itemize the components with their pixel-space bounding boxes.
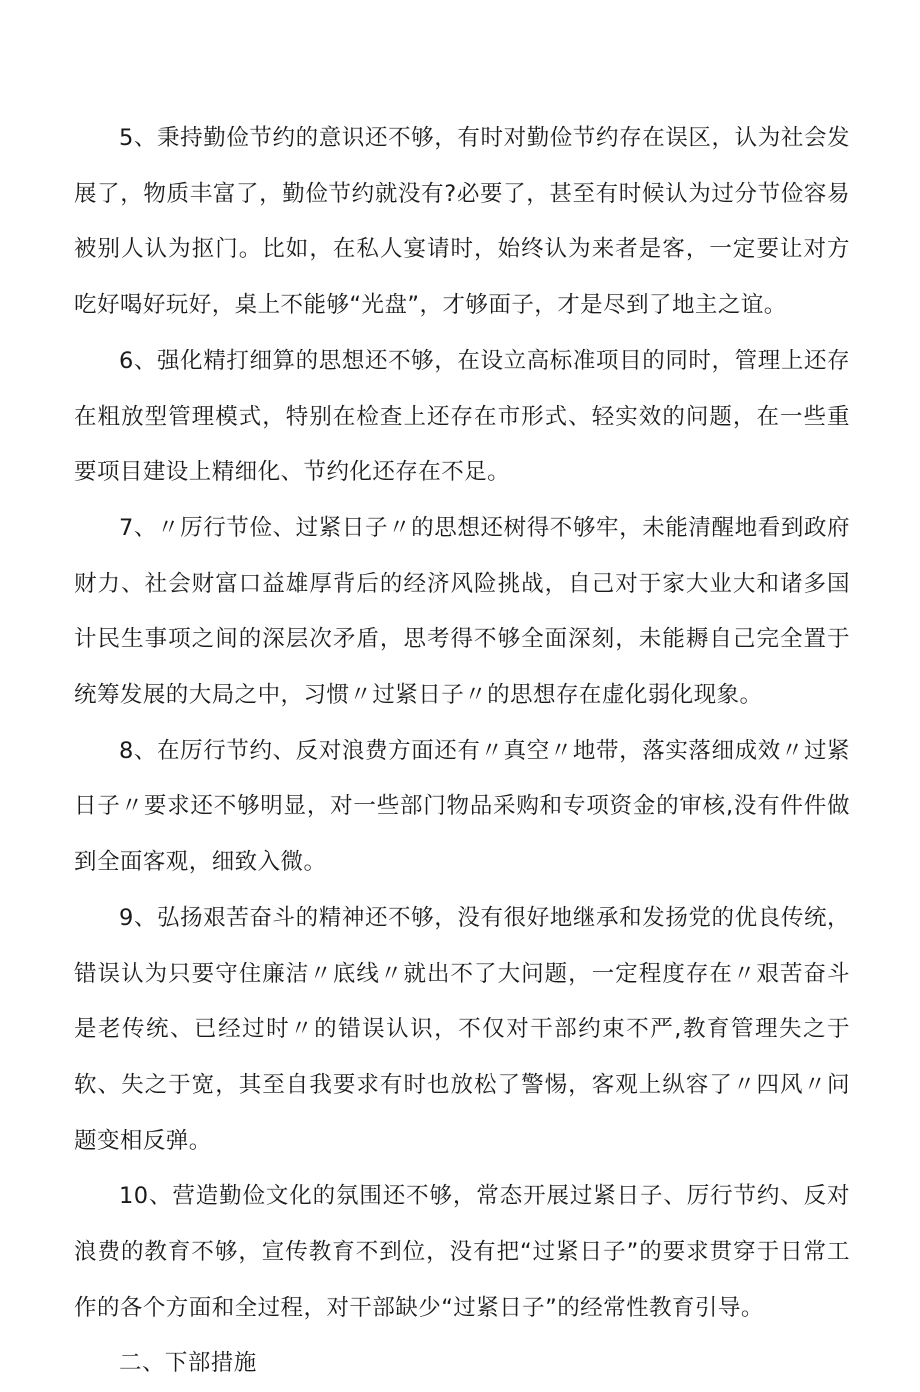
paragraph-item-5: 5、秉持勤俭节约的意识还不够，有时对勤俭节约存在误区，认为社会发展了，物质丰富了，勤俭节约就没有?必要了，甚至有时候认为过分节俭容易被别人认为抠门。比如，在私人宴请时，始终认为来者是客，一定要让对方吃好喝好玩好，桌上不能够“光盘”，才够面子，才是尽到了地主之谊。: [74, 125, 850, 319]
paragraph-item-10: 10、营造勤俭文化的氛围还不够，常态开展过紧日子、厉行节约、反对浪费的教育不够，宣传教育不到位，没有把“过紧日子”的要求贯穿于日常工作的各个方面和全过程，对干部缺少“过紧日子”的经常性教育引导。: [74, 1183, 850, 1321]
document-body: [74, 111, 850, 1392]
section-heading: 二、下部措施: [119, 1350, 257, 1377]
paragraph-item-9: 9、弘扬艰苦奋斗的精神还不够，没有很好地继承和发扬党的优良传统，错误认为只要守住廉洁〃底线〃就出不了大问题，一定程度存在〃艰苦奋斗是老传统、已经过时〃的错误认识，不仅对干部约束不严,教育管理失之于软、失之于宽，其至自我要求有时也放松了警惕，客观上纵容了〃四风〃问题变相反弹。: [74, 904, 850, 1154]
paragraph-item-6: 6、强化精打细算的思想还不够，在设立高标准项目的同时，管理上还存在粗放型管理模式，特别在检查上还存在市形式、轻实效的问题，在一些重要项目建设上精细化、节约化还存在不足。: [74, 347, 850, 486]
paragraph-item-7: 7、〃厉行节俭、过紧日子〃的思想还树得不够牢，未能清醒地看到政府财力、社会财富口益雄厚背后的经济风险挑战，自己对于家大业大和诸多国计民生事项之间的深层次矛盾，思考得不够全面深刻，未能耨自己完全置于统筹发展的大局之中，习惯〃过紧日子〃的思想存在虚化弱化现象。: [74, 514, 850, 709]
paragraph-item-8: 8、在厉行节约、反对浪费方面还有〃真空〃地带，落实落细成效〃过紧日子〃要求还不够明显，对一些部门物品采购和专项资金的审核,没有件件做到全面客观，细致入微。: [74, 737, 850, 876]
